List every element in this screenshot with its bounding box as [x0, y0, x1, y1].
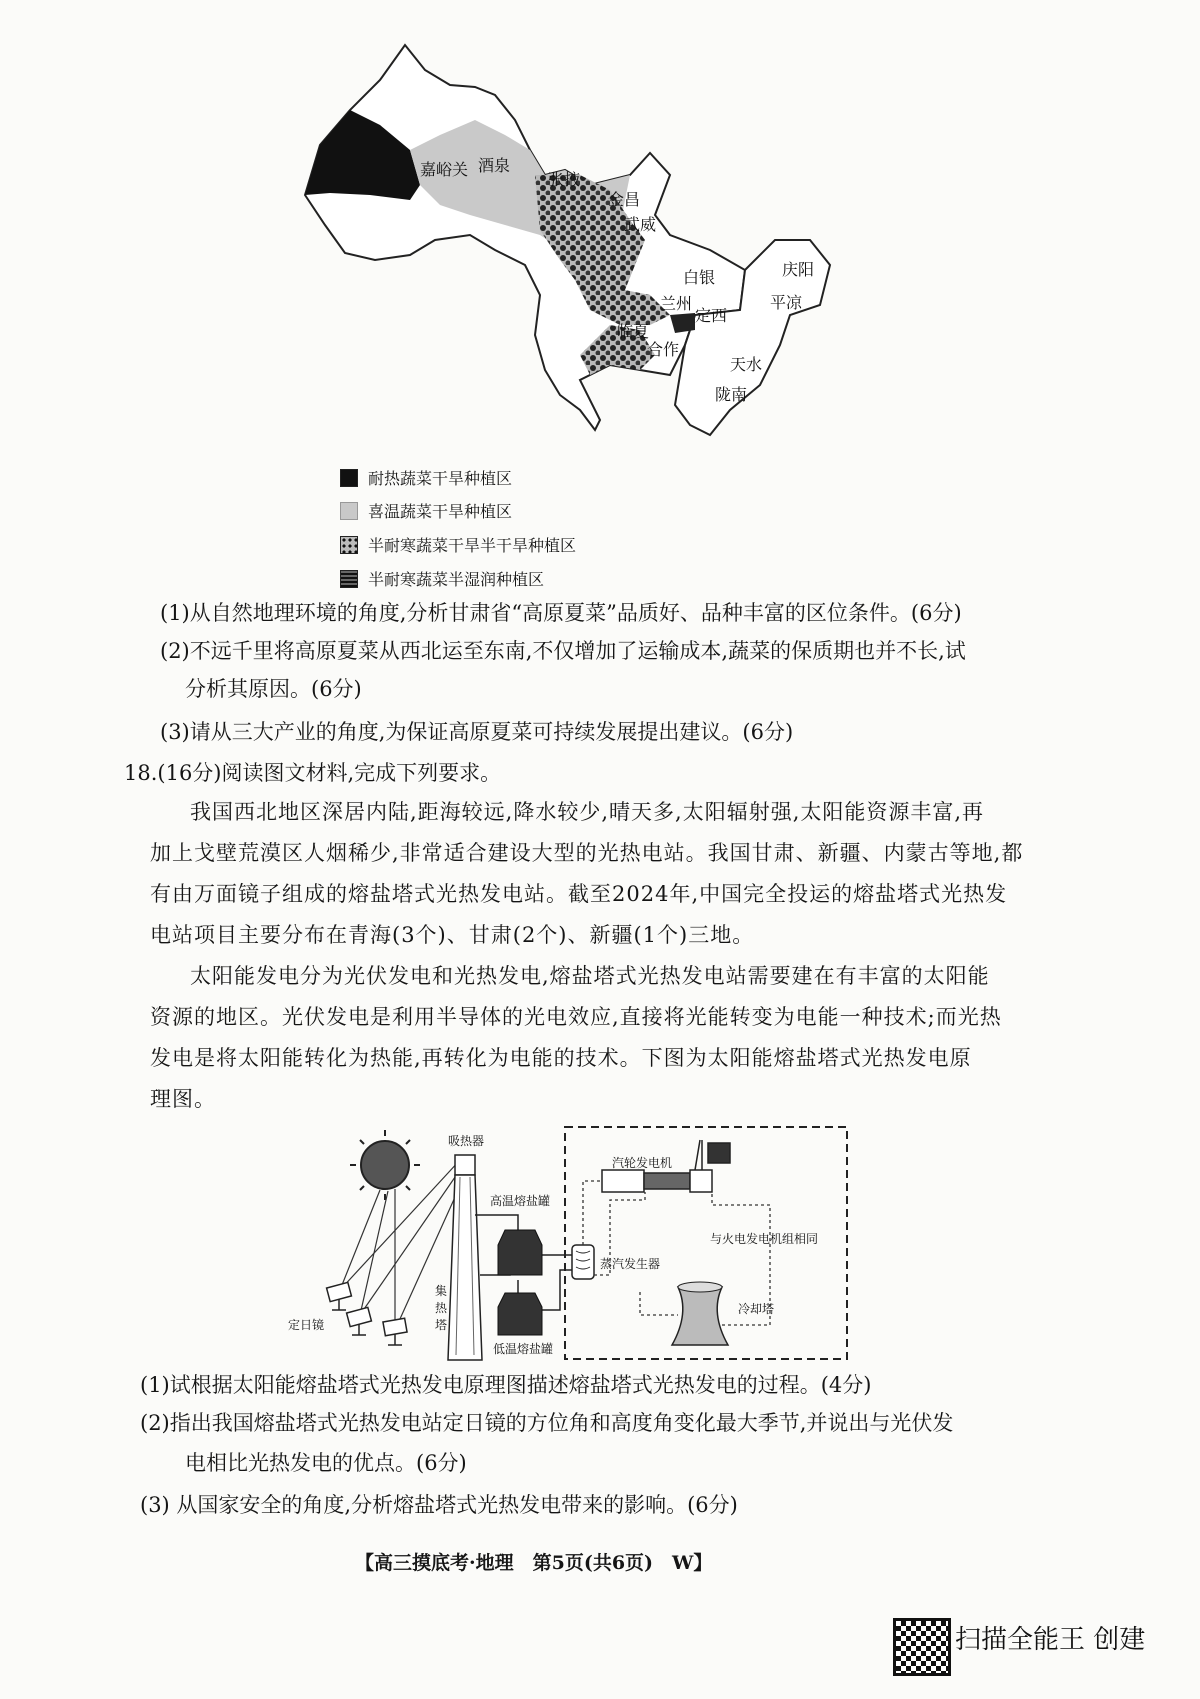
label-cooling: 冷却塔 [738, 1302, 775, 1316]
q18-part2: (2)指出我国熔盐塔式光热发电站定日镜的方位角和高度角变化最大季节,并说出与光伏发 [140, 1411, 954, 1435]
city-jiuquan: 酒泉 [478, 156, 511, 175]
city-tianshui: 天水 [730, 355, 763, 374]
q18-para-line: 加上戈壁荒漠区人烟稀少,非常适合建设大型的光热电站。我国甘肃、新疆、内蒙古等地,都 [150, 841, 1024, 865]
legend-item-3 [340, 533, 576, 556]
city-jinchang: 金昌 [608, 190, 641, 209]
legend-label: 喜温蔬菜干旱种植区 [368, 502, 513, 521]
q18-header: 18.(16分)阅读图文材料,完成下列要求。 [124, 761, 502, 785]
gansu-map [290, 25, 850, 445]
label-absorber: 吸热器 [448, 1134, 485, 1148]
q18-para-line: 电站项目主要分布在青海(3个)、甘肃(2个)、新疆(1个)三地。 [150, 923, 755, 947]
city-hezuo: 合作 [647, 340, 680, 359]
q18-para-line: 有由万面镜子组成的熔盐塔式光热发电站。截至2024年,中国完全投运的熔盐塔式光热发 [150, 882, 1008, 906]
high-temp-tank [498, 1230, 542, 1275]
legend-swatch-striped [340, 570, 358, 588]
legend-label: 耐热蔬菜干旱种植区 [368, 469, 513, 488]
legend-item-1 [340, 466, 512, 489]
sun-icon [350, 1130, 420, 1200]
city-jiayuguan: 嘉峪关 [420, 160, 469, 179]
city-dingxi: 定西 [695, 306, 728, 325]
q18-para-line: 资源的地区。光伏发电是利用半导体的光电效应,直接将光能转变为电能一种技术;而光热 [150, 1005, 1002, 1029]
city-wuwei: 武威 [624, 215, 657, 234]
label-same-note: 与火电发电机组相同 [710, 1232, 819, 1246]
label-tower-2: 热 [435, 1301, 448, 1315]
legend-item-4 [340, 567, 544, 590]
q18-para-line: 理图。 [150, 1087, 216, 1111]
legend-label: 半耐寒蔬菜干旱半干旱种植区 [368, 536, 577, 555]
label-low-tank: 低温熔盐罐 [493, 1342, 554, 1356]
q17-part2-cont: 分析其原因。(6分) [185, 677, 362, 701]
tower [448, 1155, 482, 1360]
page-footer: 【高三摸底考·地理 第5页(共6页) W】 [355, 1552, 713, 1574]
label-high-tank: 高温熔盐罐 [490, 1194, 551, 1208]
city-lanzhou: 兰州 [660, 294, 693, 313]
label-heliostat: 定日镜 [288, 1318, 325, 1332]
legend-swatch-gray [340, 502, 358, 520]
scanner-watermark: 扫描全能王 创建 [955, 1625, 1146, 1655]
qr-code-icon [893, 1618, 951, 1676]
legend-swatch-black [340, 469, 358, 487]
q17-part1: (1)从自然地理环境的角度,分析甘肃省“高原夏菜”品质好、品种丰富的区位条件。(6分) [160, 601, 962, 625]
city-qingyang: 庆阳 [782, 260, 815, 279]
q17-part3: (3)请从三大产业的角度,为保证高原夏菜可持续发展提出建议。(6分) [160, 720, 794, 744]
q18-para-line: 发电是将太阳能转化为热能,再转化为电能的技术。下图为太阳能熔盐塔式光热发电原 [150, 1046, 972, 1070]
label-tower-3: 塔 [435, 1318, 448, 1332]
cooling-tower [672, 1282, 728, 1345]
steam-generator [572, 1245, 594, 1279]
city-baiyin: 白银 [683, 268, 716, 287]
legend-swatch-dotted [340, 536, 358, 554]
legend-label: 半耐寒蔬菜半湿润种植区 [368, 570, 545, 589]
label-turbine: 汽轮发电机 [612, 1156, 673, 1170]
q18-para-line: 我国西北地区深居内陆,距海较远,降水较少,晴天多,太阳辐射强,太阳能资源丰富,再 [190, 800, 985, 824]
solar-tower-diagram [288, 1105, 850, 1365]
legend-item-2 [340, 499, 512, 522]
city-zhangye: 张掖 [548, 170, 581, 189]
q17-part2: (2)不远千里将高原夏菜从西北运至东南,不仅增加了运输成本,蔬菜的保质期也并不长,试 [160, 639, 966, 663]
q18-part1: (1)试根据太阳能熔盐塔式光热发电原理图描述熔盐塔式光热发电的过程。(4分) [140, 1373, 872, 1397]
q18-part2-cont: 电相比光热发电的优点。(6分) [185, 1451, 467, 1475]
city-longnan: 陇南 [715, 385, 748, 404]
city-pingliang: 平凉 [770, 293, 803, 312]
label-steam-gen: 蒸汽发生器 [600, 1257, 661, 1271]
q18-part3: (3) 从国家安全的角度,分析熔盐塔式光热发电带来的影响。(6分) [140, 1493, 738, 1517]
label-tower-1: 集 [435, 1284, 448, 1298]
q18-para-line: 太阳能发电分为光伏发电和光热发电,熔盐塔式光热发电站需要建在有丰富的太阳能 [190, 964, 990, 988]
city-linxia: 临夏 [617, 322, 650, 341]
low-temp-tank [498, 1293, 542, 1335]
